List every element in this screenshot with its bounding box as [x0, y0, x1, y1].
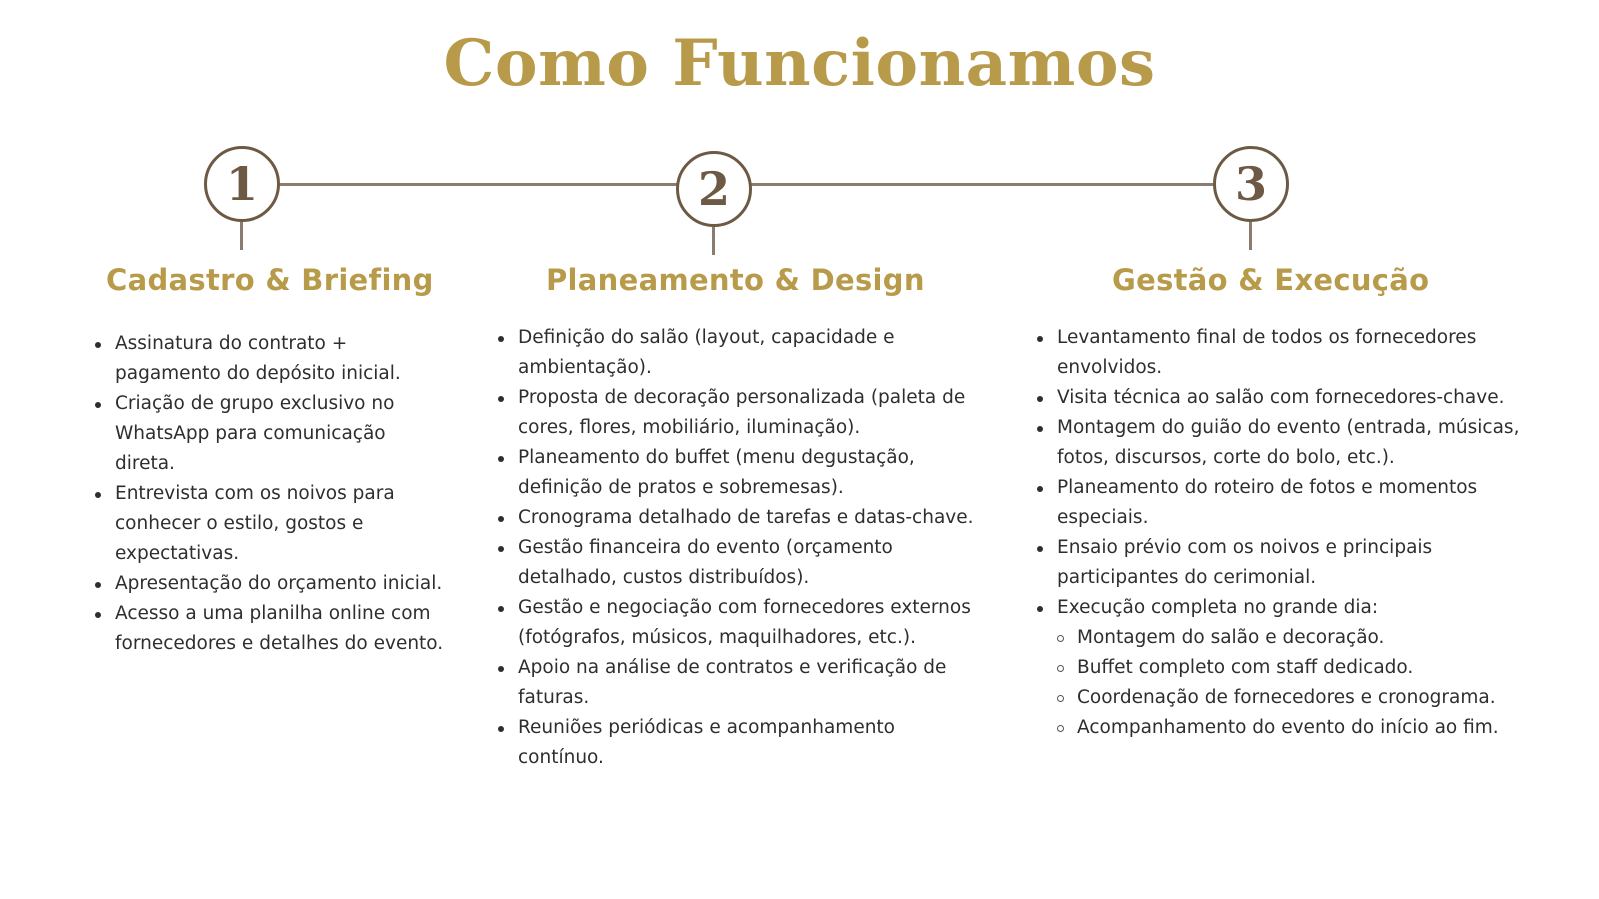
- list-item-execution: [1037, 593, 1527, 743]
- list-item: Apoio na análise de contratos e verificação de faturas.: [498, 653, 976, 713]
- step-1-heading: Cadastro & Briefing: [106, 263, 434, 297]
- list-item: Gestão e negociação com fornecedores externos (fotógrafos, músicos, maquilhadores, etc.).: [498, 593, 976, 653]
- sub-list: [1057, 623, 1527, 743]
- sub-list-item: Montagem do salão e decoração.: [1057, 623, 1527, 653]
- step-3-number: 3: [1234, 157, 1267, 211]
- list-item: Planeamento do buffet (menu degustação, definição de pratos e sobremesas).: [498, 443, 976, 503]
- list-item: Reuniões periódicas e acompanhamento contínuo.: [498, 713, 976, 773]
- list-item: Acesso a uma planilha online com fornecedores e detalhes do evento.: [95, 599, 445, 659]
- step-3-stem: [1249, 222, 1252, 250]
- step-2-heading: Planeamento & Design: [546, 263, 925, 297]
- list-item: Montagem do guião do evento (entrada, músicas, fotos, discursos, corte do bolo, etc.).: [1037, 413, 1527, 473]
- list-item: Visita técnica ao salão com fornecedores-chave.: [1037, 383, 1527, 413]
- list-item: Ensaio prévio com os noivos e principais participantes do cerimonial.: [1037, 533, 1527, 593]
- step-1-number: 1: [225, 157, 258, 211]
- step-1-circle: [204, 146, 280, 222]
- list-item: Assinatura do contrato + pagamento do depósito inicial.: [95, 329, 445, 389]
- step-3-list: [1037, 323, 1527, 743]
- list-item: Cronograma detalhado de tarefas e datas-chave.: [498, 503, 976, 533]
- sub-list-item: Coordenação de fornecedores e cronograma.: [1057, 683, 1527, 713]
- sub-list-item: Buffet completo com staff dedicado.: [1057, 653, 1527, 683]
- list-item: Definição do salão (layout, capacidade e ambientação).: [498, 323, 976, 383]
- step-1-list: [95, 329, 445, 659]
- list-item-label: Execução completa no grande dia:: [1057, 597, 1379, 618]
- list-item: Criação de grupo exclusivo no WhatsApp para comunicação direta.: [95, 389, 445, 479]
- step-2-list: [498, 323, 976, 773]
- step-2-circle: [676, 151, 752, 227]
- step-3-heading: Gestão & Execução: [1112, 263, 1430, 297]
- list-item: Gestão financeira do evento (orçamento detalhado, custos distribuídos).: [498, 533, 976, 593]
- list-item: Levantamento final de todos os fornecedores envolvidos.: [1037, 323, 1527, 383]
- step-3-circle: [1213, 146, 1289, 222]
- step-2-stem: [712, 227, 715, 255]
- step-1-stem: [240, 222, 243, 250]
- list-item: Apresentação do orçamento inicial.: [95, 569, 445, 599]
- list-item: Entrevista com os noivos para conhecer o estilo, gostos e expectativas.: [95, 479, 445, 569]
- list-item: Proposta de decoração personalizada (paleta de cores, flores, mobiliário, iluminação).: [498, 383, 976, 443]
- sub-list-item: Acompanhamento do evento do início ao fim.: [1057, 713, 1527, 743]
- page-title: Como Funcionamos: [443, 26, 1156, 101]
- step-2-number: 2: [697, 162, 730, 216]
- list-item: Planeamento do roteiro de fotos e momentos especiais.: [1037, 473, 1527, 533]
